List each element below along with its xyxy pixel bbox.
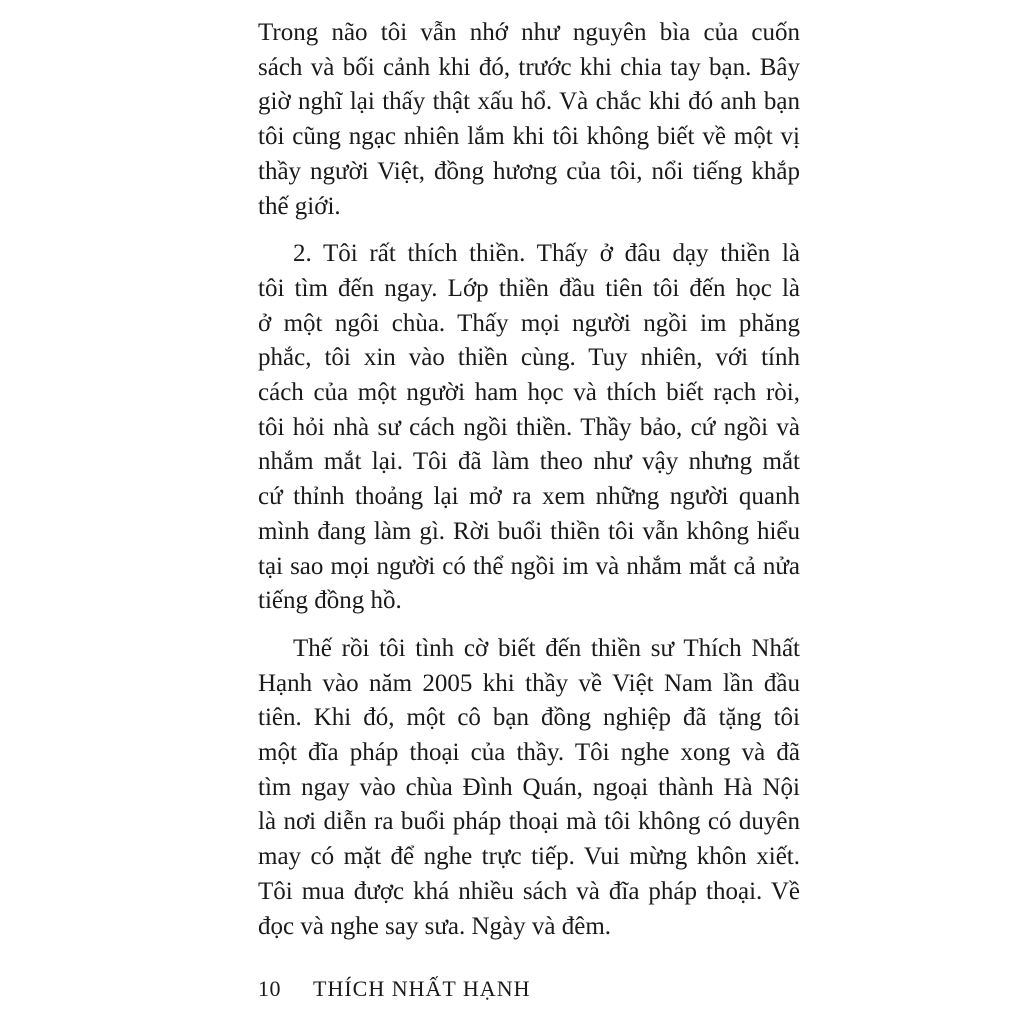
text-line: sách và bối cảnh khi đó, trước khi chia tay bạn. Bây xyxy=(258,53,800,81)
text-line: Tôi mua được khá nhiều sách và đĩa pháp thoại. Về xyxy=(258,877,800,905)
text-line: tôi hỏi nhà sư cách ngồi thiền. Thầy bảo, cứ ngồi và xyxy=(258,413,800,441)
paragraph-3 xyxy=(258,632,800,944)
text-line: phắc, tôi xin vào thiền cùng. Tuy nhiên, với tính xyxy=(258,344,800,372)
text-line: mình đang làm gì. Rời buổi thiền tôi vẫn không hiểu xyxy=(258,517,800,545)
text-line: 2. Tôi rất thích thiền. Thấy ở đâu dạy thiền là xyxy=(293,240,800,268)
text-line: Thế rồi tôi tình cờ biết đến thiền sư Thích Nhất xyxy=(293,634,800,662)
paragraph-2 xyxy=(258,237,800,619)
page-footer xyxy=(258,976,530,1002)
text-line: thầy người Việt, đồng hương của tôi, nổi tiếng khắp xyxy=(258,157,800,185)
text-line: một đĩa pháp thoại của thầy. Tôi nghe xong và đã xyxy=(258,739,800,767)
text-line: tôi tìm đến ngay. Lớp thiền đầu tiên tôi đến học là xyxy=(258,274,800,302)
text-line: cách của một người ham học và thích biết rạch ròi, xyxy=(258,379,800,407)
text-line: tìm ngay vào chùa Đình Quán, ngoại thành Hà Nội xyxy=(258,773,800,801)
text-line: đọc và nghe say sưa. Ngày và đêm. xyxy=(258,912,612,940)
page-number: 10 xyxy=(258,976,281,1001)
text-line: tiếng đồng hồ. xyxy=(258,587,402,615)
text-line: Hạnh vào năm 2005 khi thầy về Việt Nam lần đầu xyxy=(258,669,800,697)
body-text xyxy=(258,16,800,944)
text-line: thế giới. xyxy=(258,192,341,220)
text-line: may có mặt để nghe trực tiếp. Vui mừng khôn xiết. xyxy=(258,843,800,871)
text-line: ở một ngôi chùa. Thấy mọi người ngồi im phăng xyxy=(258,309,800,337)
paragraph-1 xyxy=(258,16,800,224)
text-line: Trong não tôi vẫn nhớ như nguyên bìa của cuốn xyxy=(258,19,800,46)
text-line: nhắm mắt lại. Tôi đã làm theo như vậy nhưng mắt xyxy=(258,448,800,476)
text-line: tại sao mọi người có thể ngồi im và nhắm mắt cả nửa xyxy=(258,552,800,580)
running-head: THÍCH NHẤT HẠNH xyxy=(313,976,531,1001)
text-line: tiên. Khi đó, một cô bạn đồng nghiệp đã tặng tôi xyxy=(258,704,800,732)
text-line: tôi cũng ngạc nhiên lắm khi tôi không biết về một vị xyxy=(258,123,800,151)
text-line: là nơi diễn ra buổi pháp thoại mà tôi không có duyên xyxy=(258,808,800,836)
text-line: giờ nghĩ lại thấy thật xấu hổ. Và chắc khi đó anh bạn xyxy=(258,88,800,116)
text-line: cứ thỉnh thoảng lại mở ra xem những người quanh xyxy=(258,483,800,511)
